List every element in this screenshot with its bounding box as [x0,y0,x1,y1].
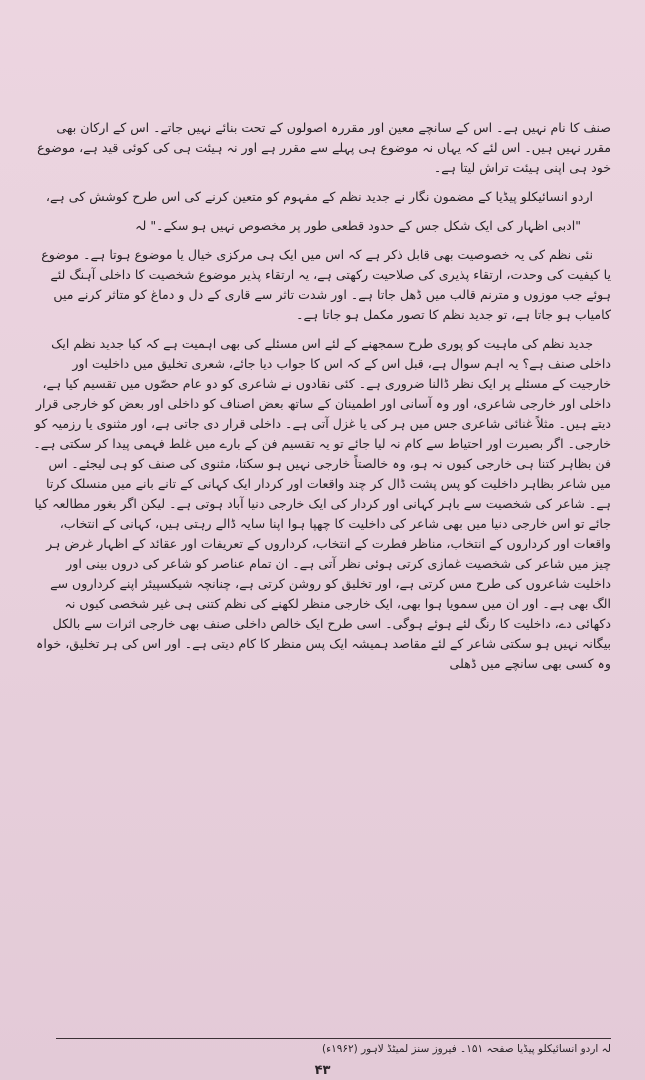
paragraph: صنف کا نام نہیں ہے۔ اس کے سانچے معین اور مقررہ اصولوں کے تحت بنائے نہیں جاتے۔ اس کے ارکان بھی مقرر نہیں ہیں۔ اس لئے کہ یہاں نہ موضوع ہی پہلے سے مقرر ہے اور نہ ہیئت ہی کی کوئی قید ہے، موضوع خود ہی اپنی ہیئت تراش لیتا ہے۔ [37,120,611,175]
paragraph: اردو انسائیکلو پیڈیا کے مضمون نگار نے جدید نظم کے مفہوم کو متعین کرنے کی اس طرح کوشش کی ہے، [45,189,593,204]
block-quote: "ادبی اظہار کی ایک شکل جس کے حدود قطعی طور پر مخصوص نہیں ہو سکے۔" لہ [135,218,581,233]
footnote-divider [56,1038,611,1039]
paragraph: جدید نظم کی ماہیت کو پوری طرح سمجھنے کے لئے اس مسئلے کی بھی اہمیت ہے کہ کیا جدید نظم ایک داخلی صنف ہے؟ یہ اہم سوال ہے، قبل اس کے کہ اس کا جواب دیا جائے، شعری تخلیق میں داخلیت اور خارجیت کے مسئلے پر ایک نظر ڈالنا ضروری ہے۔ کئی نقادوں نے شاعری کو دو عام حصّوں میں تقسیم کیا ہے، داخلی اور خارجی شاعری، اور وہ آسانی اور اطمینان کے ساتھ بعض اصناف کو داخلی اور بعض کو خارجی قرار دیتے ہیں۔ مثلاً غنائی شاعری جس میں ہر کی یا غزل آتی ہے۔ داخلی قرار دی جاتی ہے، اور مثنوی یا رزمیہ کو خارجی۔ اگر بصیرت اور احتیاط سے کام نہ لیا جائے تو یہ تقسیم فن کے بارے میں غلط فہمی پیدا کر سکتی ہے۔ فن بظاہر کتنا ہی خارجی کیوں نہ ہو، وہ خالصتاً خارجی نہیں ہو سکتا، مثنوی کی صنف کو ہی لیجئے۔ اس میں شاعر بظاہر داخلیت کو پس پشت ڈال کر چند واقعات اور کردار ایک کہانی کے تانے بانے میں منسلک کرتا ہے۔ شاعر کی شخصیت سے باہر کہانی اور کردار کی ایک خارجی دنیا آباد ہوتی ہے۔ لیکن اگر بغور مطالعہ کیا جائے تو اس خارجی دنیا میں بھی شاعر کی داخلیت کا چھپا ہوا اپنا سایہ ڈالے رہتی ہیں، کہانی کے انتخاب، واقعات اور کرداروں کے انتخاب، مناظر فطرت کے انتخاب، کرداروں کے تعریفات اور عقائد کے اظہار غرض ہر چیز میں شاعر کی شخصیت غمازی کرتی ہوئی نظر آتی ہے۔ ان تمام عناصر کو شاعر کی دروں بینی اور داخلیت شاعروں کی طرح مس کرتی ہے، اور تخلیق کو روشن کرتی ہے، چنانچہ شیکسپیئر اپنے کرداروں سے الگ بھی ہے۔ اور ان میں سمویا ہوا بھی، ایک خارجی منظر لکھنے کی نظم کتنی ہی غیر شخصی کیوں نہ دکھائی دے، داخلیت کا رنگ لئے ہوئے ہوگی۔ اسی طرح ایک خالص داخلی صنف بھی خارجی اثرات سے بالکل بیگانہ نہیں ہو سکتی شاعر کے لئے مقاصد ہمیشہ ایک پس منظر کا کام دیتی ہے۔ اور اس کی ہر تخلیق، خواہ وہ کسی بھی سانچے میں ڈھلی [33,336,611,671]
body-text [30,118,611,674]
page-number: ۴۳ [314,1063,331,1078]
paragraph: نئی نظم کی یہ خصوصیت بھی قابل ذکر ہے کہ اس میں ایک ہی مرکزی خیال یا موضوع ہوتا ہے۔ موضوع یا کیفیت کی وحدت، ارتقاء پذیری کی صلاحیت رکھتی ہے، یہ ارتقاء پذیر موضوع شخصیت کا داخلی آہنگ لئے ہوئے جب موزوں و مترنم قالب میں ڈھل جاتا ہے۔ اور شدت تاثر سے قاری کے دل و دماغ کو متاثر کرنے میں کامیاب ہو جاتا ہے، تو جدید نظم کا تصور مکمل ہو جاتا ہے۔ [41,247,611,322]
footnote: لہ اردو انسائیکلو پیڈیا صفحہ ۱۵۱۔ فیروز سنز لمیٹڈ لاہور (۱۹۶۲ء) [322,1043,611,1055]
